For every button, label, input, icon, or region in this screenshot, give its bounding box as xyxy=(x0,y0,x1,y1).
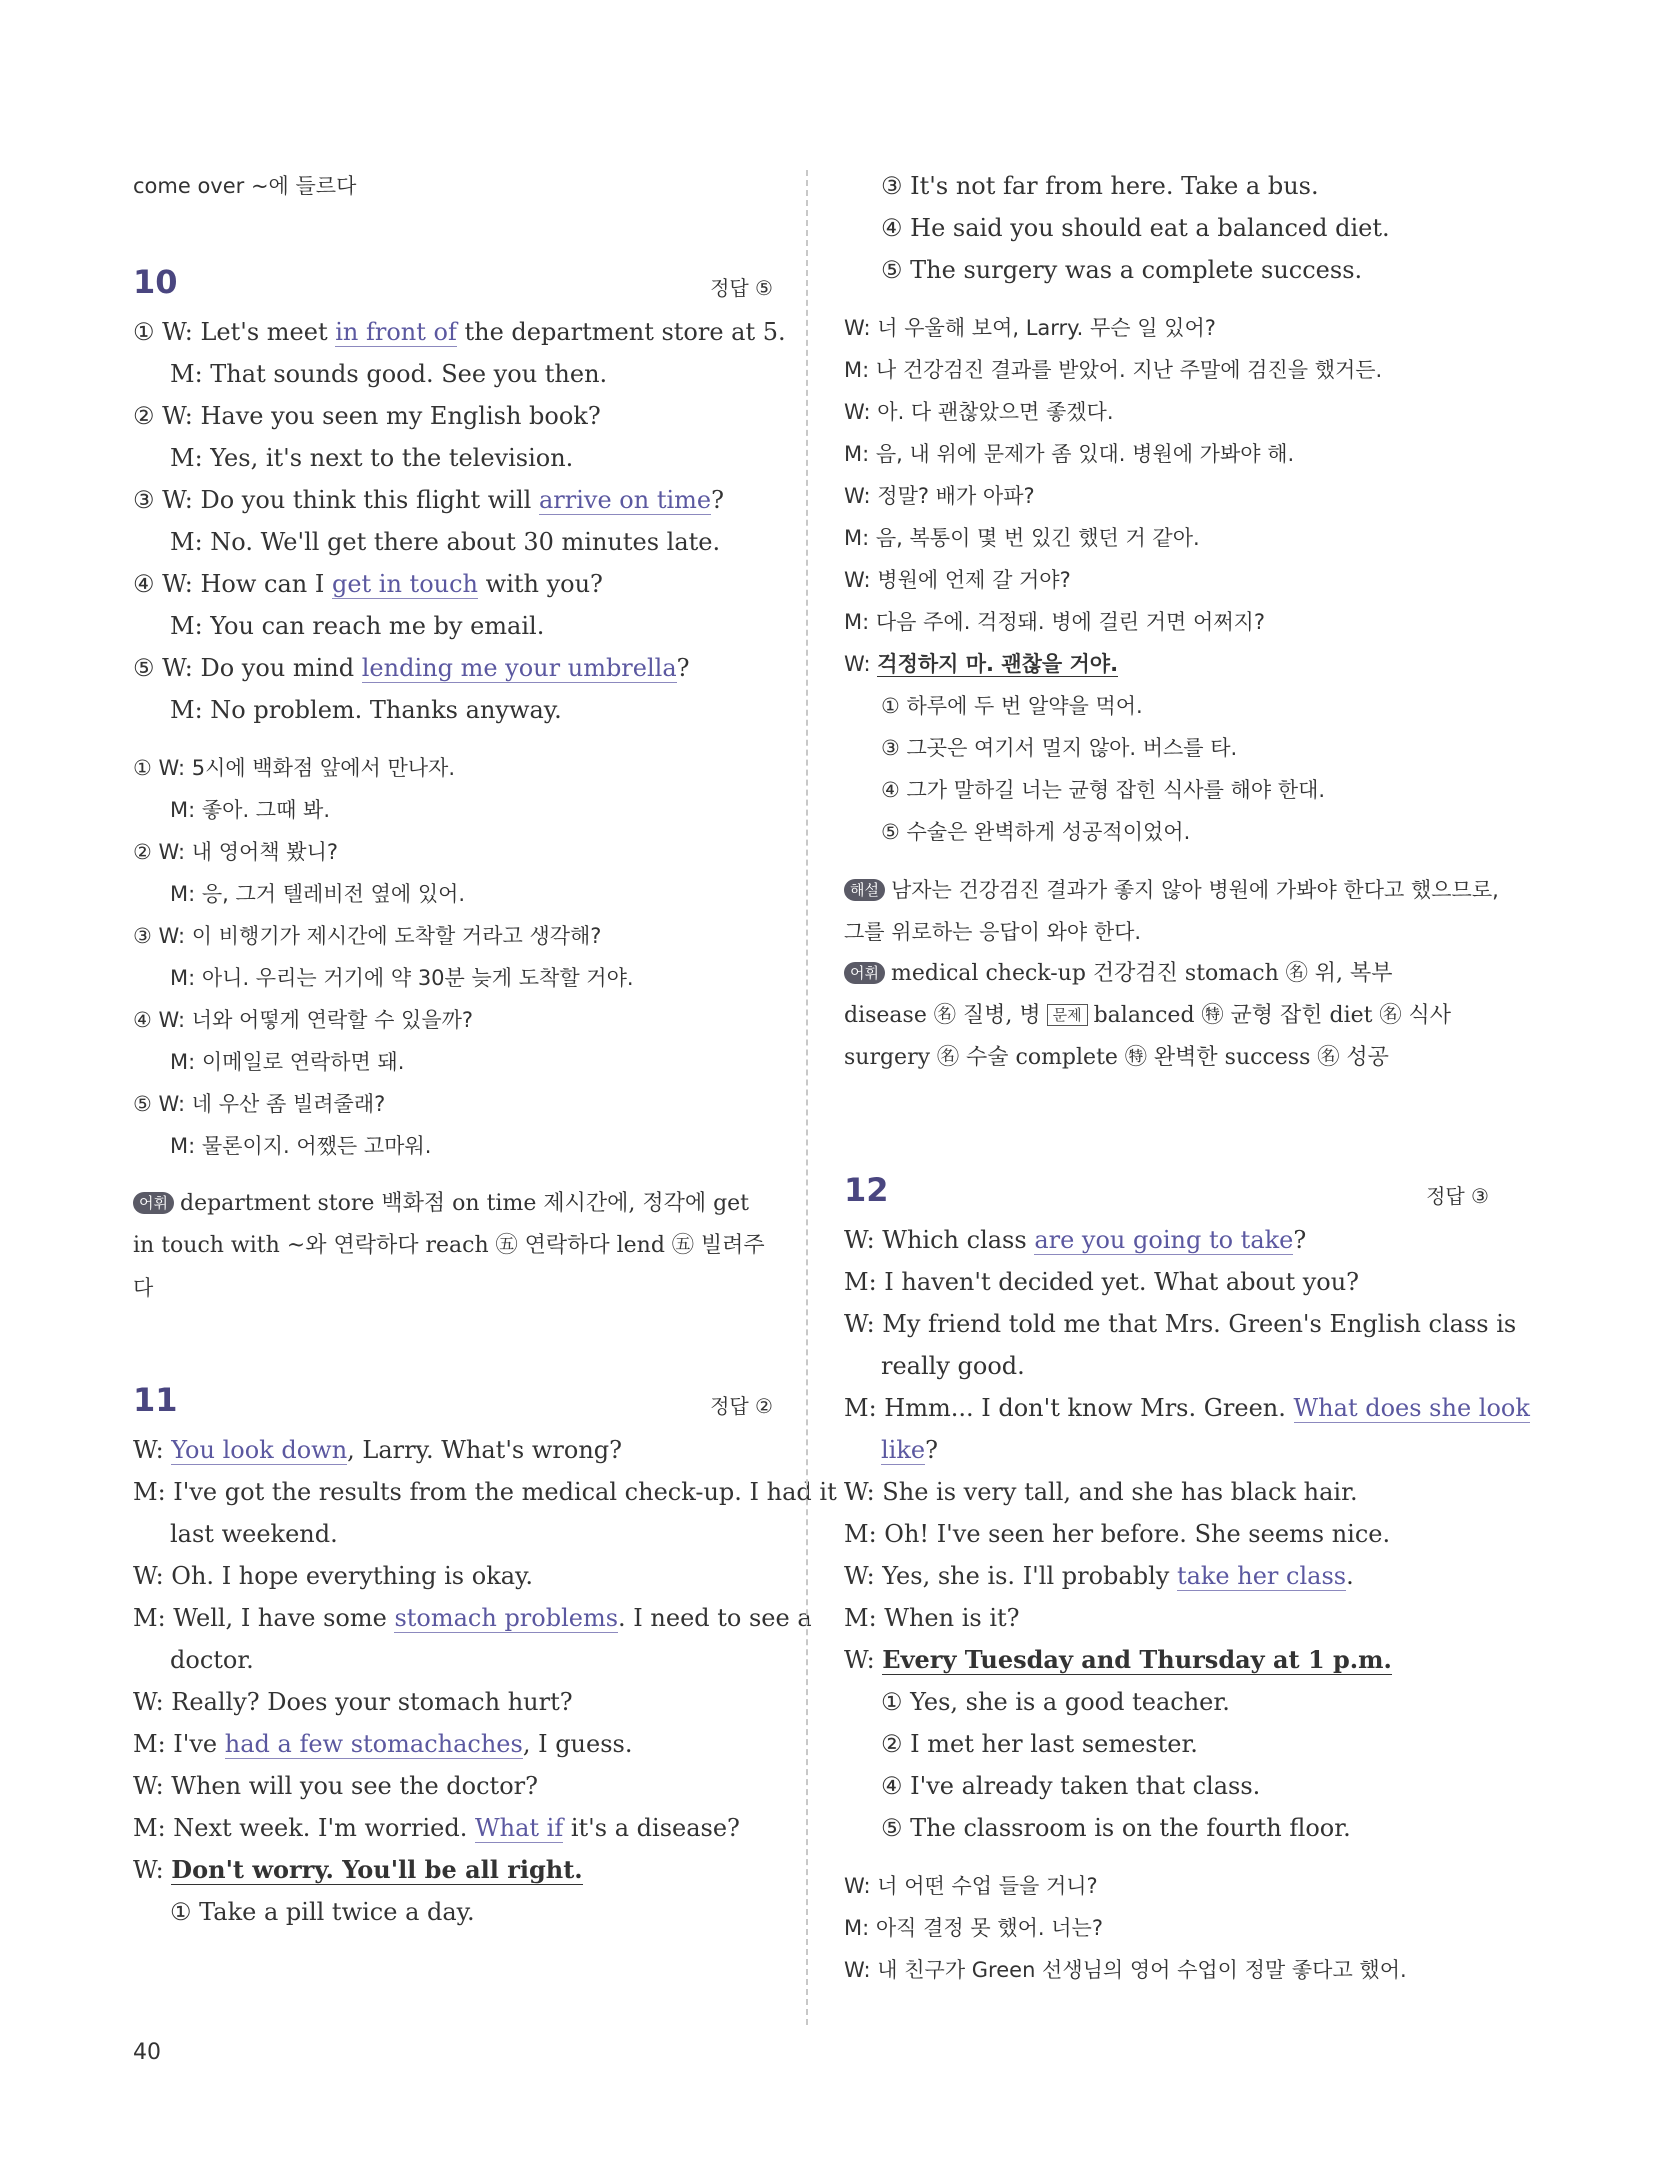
correct-answer: Don't worry. You'll be all right. xyxy=(171,1855,583,1884)
fill-blank: You look down xyxy=(171,1436,348,1464)
question-number: 10 xyxy=(133,263,178,301)
q10-dialog-2: ② W: Have you seen my English book? M: Yes, it's next to the television. xyxy=(133,402,601,472)
problem-label: 문제 xyxy=(1047,1004,1088,1026)
vocab-badge: 어휘 xyxy=(133,1192,174,1214)
fill-blank: are you going to take xyxy=(1034,1226,1294,1254)
left-column xyxy=(133,165,837,1933)
answer-label: 정답 ⑤ xyxy=(710,276,773,300)
q10-vocab: 어휘 department store 백화점 on time 제시간에, 정각에 get in touch with ~와 연락하다 reach ㊄ 연락하다 lend ㊄ 빌려주 다 xyxy=(133,1191,765,1300)
answer-label: 정답 ③ xyxy=(1426,1184,1489,1208)
q10-dialog-3: ③ W: Do you think this flight will arrive on time? M: No. We'll get there about 30 minutes late. xyxy=(133,486,724,556)
column-divider xyxy=(806,170,808,2025)
question-12-header xyxy=(844,1159,1489,1219)
q10-dialog-1: ① W: Let's meet in front of the department store at 5. M: That sounds good. See you then. xyxy=(133,318,786,388)
fill-blank: What does she look xyxy=(1293,1394,1530,1422)
q11-explanation: 해설 남자는 건강검진 결과가 좋지 않아 병원에 가봐야 한다고 했으므로, 그를 위로하는 응답이 와야 한다. xyxy=(844,878,1499,944)
fill-blank: arrive on time xyxy=(538,486,712,514)
q11-options-continued: ③ It's not far from here. Take a bus. ④ He said you should eat a balanced diet. ⑤ The surgery was a complete success. xyxy=(881,172,1390,284)
explanation-badge: 해설 xyxy=(844,879,885,901)
fill-blank: stomach problems xyxy=(394,1604,619,1632)
fill-blank: get in touch xyxy=(331,570,479,598)
top-vocab: come over ~에 들르다 xyxy=(133,174,357,198)
q10-dialog-5: ⑤ W: Do you mind lending me your umbrella? M: No problem. Thanks anyway. xyxy=(133,654,690,724)
question-11-header xyxy=(133,1369,773,1429)
correct-answer: 걱정하지 마. 괜찮을 거야. xyxy=(877,652,1119,676)
fill-blank: What if xyxy=(474,1814,564,1842)
page-number: 40 xyxy=(133,2040,161,2065)
fill-blank: in front of xyxy=(335,318,457,346)
fill-blank: take her class xyxy=(1176,1562,1347,1590)
q11-translation: W: 너 우울해 보여, Larry. 무슨 일 있어? M: 나 건강검진 결과를 받았어. 지난 주말에 검진을 했거든. W: 아. 다 괜찮았으면 좋겠다. M: 음, 내 위에 문제가 좀 있대. 병원에 가봐야 해. W: 정말? 배가 아파? M: 음, 복통이 몇 번 있긴 했던 거 같아. W: 병원에 언제 갈 거야? M: 다음 주에. 걱정돼. 병에 걸린 거면 어쩌지? W: 걱정하지 마. 괜찮을 거야. ① 하루에 두 번 알약을 먹어. ③ 그곳은 여기서 멀지 않아. 버스를 타. ④ 그가 말하길 너는 균형 잡힌 식사를 해야 한대. ⑤ 수술은 완벽하게 성공적이었어. xyxy=(844,316,1383,844)
fill-blank: lending me your umbrella xyxy=(361,654,677,682)
q10-translation: ① W: 5시에 백화점 앞에서 만나자. M: 좋아. 그때 봐. ② W: 내 영어책 봤니? M: 응, 그거 텔레비전 옆에 있어. ③ W: 이 비행기가 제시간에 도착할 거라고 생각해? M: 아니. 우리는 거기에 약 30분 늦게 도착할 거야. ④ W: 너와 어떻게 연락할 수 있을까? M: 이메일로 연락하면 돼. ⑤ W: 네 우산 좀 빌려줄래? M: 물론이지. 어쨌든 고마워. xyxy=(133,756,634,1158)
question-number: 11 xyxy=(133,1381,178,1419)
q10-dialog-4: ④ W: How can I get in touch with you? M: You can reach me by email. xyxy=(133,570,603,640)
fill-blank: had a few stomachaches xyxy=(224,1730,523,1758)
q12-translation: W: 너 어떤 수업 들을 거니? M: 아직 결정 못 했어. 너는? W: 내 친구가 Green 선생님의 영어 수업이 정말 좋다고 했어. xyxy=(844,1874,1407,1982)
right-column xyxy=(844,165,1530,1991)
question-10-header xyxy=(133,251,773,311)
vocab-badge: 어휘 xyxy=(844,962,885,984)
q12-dialog: W: Which class are you going to take? M: I haven't decided yet. What about you? W: My friend told me that Mrs. Green's English class is really good. M: Hmm... I don't know Mrs. Green. What does she look like? W: She is very tall, and she has black hair. M: Oh! I've seen her before. She seems nice. W: Yes, she is. I'll probably take her class. M: When is it? W: Every Tuesday and Thursday at 1 p.m. ① Yes, she is a good teacher. ② I met her last semester. ④ I've already taken that class. ⑤ The classroom is on the fourth floor. xyxy=(844,1226,1530,1842)
q11-dialog: W: You look down, Larry. What's wrong? M: I've got the results from the medical check-up. I had it last weekend. W: Oh. I hope everything is okay. M: Well, I have some stomach problems. I need to see a doctor. W: Really? Does your stomach hurt? M: I've had a few stomachaches, I guess. W: When will you see the doctor? M: Next week. I'm worried. What if it's a disease? W: Don't worry. You'll be all right. ① Take a pill twice a day. xyxy=(133,1436,837,1926)
fill-blank: like xyxy=(881,1436,926,1464)
correct-answer: Every Tuesday and Thursday at 1 p.m. xyxy=(882,1645,1392,1674)
question-number: 12 xyxy=(844,1171,889,1209)
q11-vocab: 어휘 medical check-up 건강검진 stomach ㊔ 위, 복부 disease ㊔ 질병, 병 문제 balanced ㊕ 균형 잡힌 diet ㊔ 식사 surgery ㊔ 수술 complete ㊕ 완벽한 success ㊔ 성공 xyxy=(844,961,1451,1070)
answer-label: 정답 ② xyxy=(710,1394,773,1418)
